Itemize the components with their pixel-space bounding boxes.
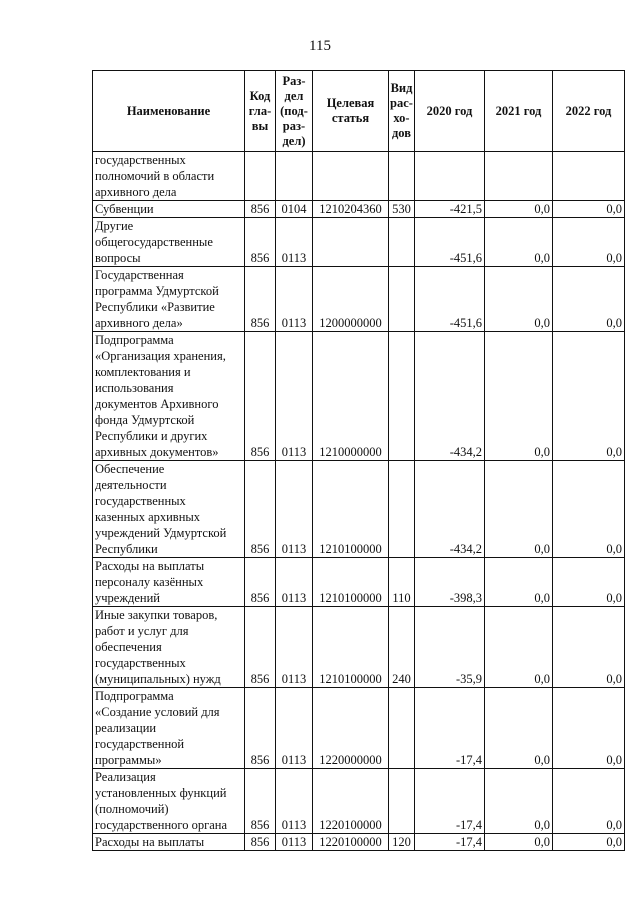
row-expense-type: 120 [389, 834, 415, 851]
row-expense-type [389, 332, 415, 461]
row-name: Субвенции [93, 201, 245, 218]
header-expense-type: Вид рас- хо- дов [389, 71, 415, 152]
row-code: 856 [245, 834, 276, 851]
row-section [276, 152, 313, 201]
row-section: 0113 [276, 834, 313, 851]
row-target [313, 152, 389, 201]
row-2022: 0,0 [553, 332, 625, 461]
row-code: 856 [245, 332, 276, 461]
row-target: 1200000000 [313, 267, 389, 332]
row-2021: 0,0 [485, 201, 553, 218]
header-target: Целевая статья [313, 71, 389, 152]
header-2021: 2021 год [485, 71, 553, 152]
row-2020: -17,4 [415, 769, 485, 834]
row-target: 1220000000 [313, 688, 389, 769]
row-2022: 0,0 [553, 607, 625, 688]
row-expense-type: 240 [389, 607, 415, 688]
row-2022: 0,0 [553, 461, 625, 558]
header-code: Код гла- вы [245, 71, 276, 152]
row-name: Реализация установленных функций (полномочий) государственного органа [93, 769, 245, 834]
row-expense-type: 530 [389, 201, 415, 218]
table-row [93, 201, 625, 218]
header-2022: 2022 год [553, 71, 625, 152]
row-section: 0104 [276, 201, 313, 218]
row-target: 1210100000 [313, 558, 389, 607]
row-2021: 0,0 [485, 834, 553, 851]
row-2020: -451,6 [415, 218, 485, 267]
row-code: 856 [245, 218, 276, 267]
row-2022: 0,0 [553, 688, 625, 769]
table-row [93, 834, 625, 851]
row-section: 0113 [276, 607, 313, 688]
row-name: государственных полномочий в области архивного дела [93, 152, 245, 201]
table-row [93, 332, 625, 461]
row-target: 1220100000 [313, 769, 389, 834]
row-2021: 0,0 [485, 558, 553, 607]
row-code: 856 [245, 201, 276, 218]
row-2022: 0,0 [553, 558, 625, 607]
row-code [245, 152, 276, 201]
header-2020: 2020 год [415, 71, 485, 152]
row-target [313, 218, 389, 267]
row-expense-type [389, 769, 415, 834]
row-2020: -434,2 [415, 332, 485, 461]
row-target: 1220100000 [313, 834, 389, 851]
row-name: Другие общегосударственные вопросы [93, 218, 245, 267]
row-target: 1210204360 [313, 201, 389, 218]
row-section: 0113 [276, 769, 313, 834]
row-2021: 0,0 [485, 218, 553, 267]
row-target: 1210000000 [313, 332, 389, 461]
row-name: Расходы на выплаты [93, 834, 245, 851]
row-2022: 0,0 [553, 267, 625, 332]
row-name: Иные закупки товаров, работ и услуг для обеспечения государственных (муниципальных) нужд [93, 607, 245, 688]
row-target: 1210100000 [313, 461, 389, 558]
row-2021: 0,0 [485, 769, 553, 834]
header-section: Раз- дел (под- раз- дел) [276, 71, 313, 152]
table-row [93, 607, 625, 688]
table-header-row [93, 71, 625, 152]
row-2022: 0,0 [553, 218, 625, 267]
row-2020: -17,4 [415, 688, 485, 769]
row-expense-type [389, 218, 415, 267]
row-section: 0113 [276, 461, 313, 558]
row-2022: 0,0 [553, 834, 625, 851]
table-row [93, 152, 625, 201]
row-2020: -451,6 [415, 267, 485, 332]
row-expense-type [389, 267, 415, 332]
row-2021 [485, 152, 553, 201]
row-2020: -17,4 [415, 834, 485, 851]
row-section: 0113 [276, 558, 313, 607]
row-2020 [415, 152, 485, 201]
row-2020: -35,9 [415, 607, 485, 688]
row-2022 [553, 152, 625, 201]
row-code: 856 [245, 558, 276, 607]
row-name: Подпрограмма «Создание условий для реализации государственной программы» [93, 688, 245, 769]
table-row [93, 769, 625, 834]
row-name: Подпрограмма «Организация хранения, комплектования и использования документов Архивного фонда Удмуртской Республики и других архивных документов» [93, 332, 245, 461]
row-2022: 0,0 [553, 201, 625, 218]
row-expense-type [389, 461, 415, 558]
row-code: 856 [245, 461, 276, 558]
row-2020: -398,3 [415, 558, 485, 607]
row-code: 856 [245, 688, 276, 769]
table-row [93, 558, 625, 607]
table-row [93, 688, 625, 769]
row-2020: -421,5 [415, 201, 485, 218]
row-name: Обеспечение деятельности государственных казенных архивных учреждений Удмуртской Республики [93, 461, 245, 558]
row-section: 0113 [276, 267, 313, 332]
row-2022: 0,0 [553, 769, 625, 834]
row-2021: 0,0 [485, 607, 553, 688]
row-expense-type: 110 [389, 558, 415, 607]
row-target: 1210100000 [313, 607, 389, 688]
row-section: 0113 [276, 332, 313, 461]
row-code: 856 [245, 769, 276, 834]
row-2021: 0,0 [485, 688, 553, 769]
row-2020: -434,2 [415, 461, 485, 558]
table-row [93, 461, 625, 558]
row-code: 856 [245, 607, 276, 688]
header-name: Наименование [93, 71, 245, 152]
budget-table [92, 70, 625, 851]
row-2021: 0,0 [485, 461, 553, 558]
row-2021: 0,0 [485, 267, 553, 332]
row-name: Расходы на выплаты персоналу казённых учреждений [93, 558, 245, 607]
row-section: 0113 [276, 218, 313, 267]
row-2021: 0,0 [485, 332, 553, 461]
row-expense-type [389, 152, 415, 201]
row-code: 856 [245, 267, 276, 332]
table-row [93, 218, 625, 267]
row-name: Государственная программа Удмуртской Республики «Развитие архивного дела» [93, 267, 245, 332]
row-expense-type [389, 688, 415, 769]
row-section: 0113 [276, 688, 313, 769]
page-number: 115 [309, 38, 331, 54]
table-row [93, 267, 625, 332]
